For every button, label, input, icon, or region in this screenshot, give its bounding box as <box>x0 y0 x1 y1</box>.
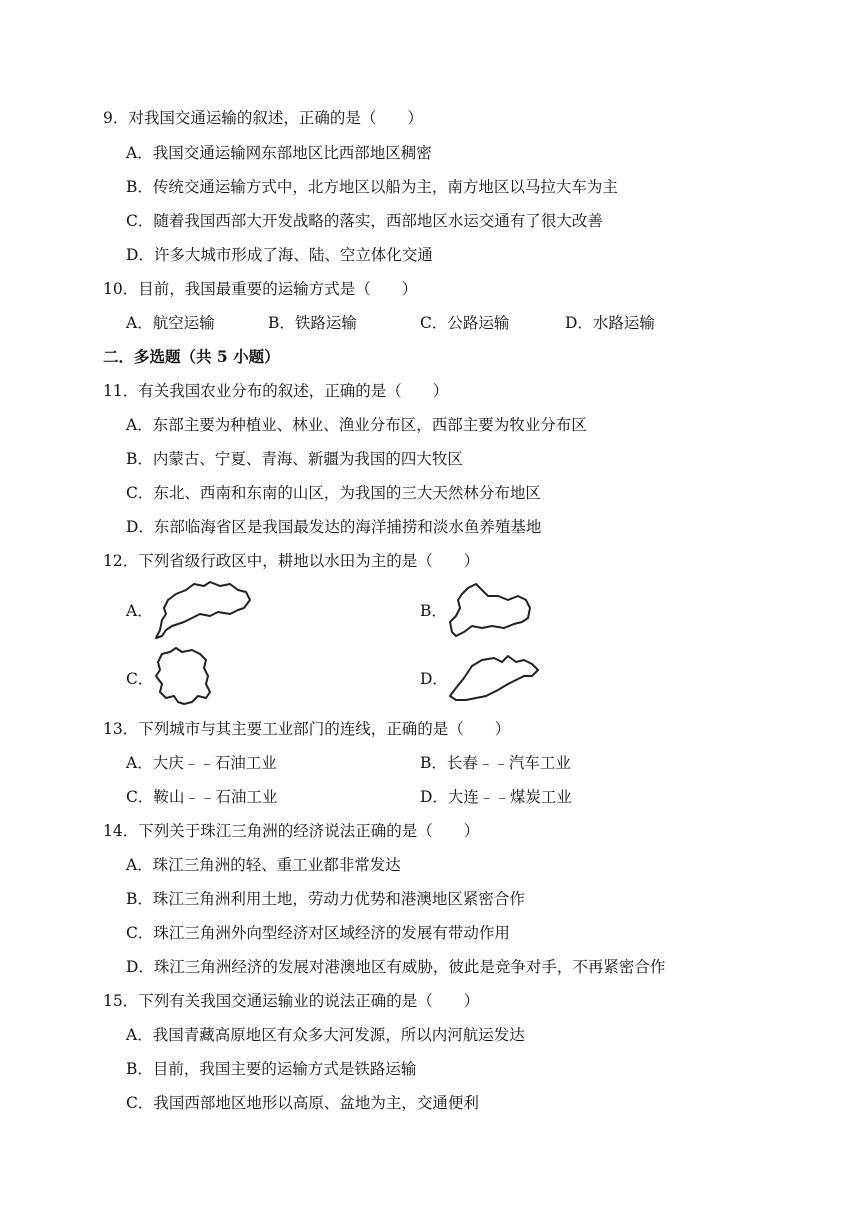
question-9-option-a: A．我国交通运输网东部地区比西部地区稠密 <box>126 144 432 162</box>
question-14-option-b: B．珠江三角洲利用土地，劳动力优势和港澳地区紧密合作 <box>126 890 525 908</box>
question-13-option-b: B．长春﹣﹣汽车工业 <box>420 754 571 772</box>
province-outline-map-c <box>152 646 216 708</box>
question-11-option-c: C．东北、西南和东南的山区，为我国的三大天然林分布地区 <box>126 484 541 502</box>
question-10-stem: 10．目前，我国最重要的运输方式是（ ） <box>103 280 418 298</box>
question-13-option-d: D．大连﹣﹣煤炭工业 <box>420 788 572 806</box>
province-outline-map-d <box>446 652 542 704</box>
question-9-option-d: D．许多大城市形成了海、陆、空立体化交通 <box>126 246 433 264</box>
question-15-option-a: A．我国青藏高原地区有众多大河发源，所以内河航运发达 <box>126 1026 525 1044</box>
question-9-stem: 9．对我国交通运输的叙述，正确的是（ ） <box>103 109 423 127</box>
question-10-option-d: D．水路运输 <box>565 314 655 332</box>
question-14-stem: 14．下列关于珠江三角洲的经济说法正确的是（ ） <box>103 822 480 840</box>
section-title-multiple-choice: 二．多选题（共 5 小题） <box>103 347 280 366</box>
province-outline-map-a <box>152 580 254 642</box>
question-12-stem: 12．下列省级行政区中，耕地以水田为主的是（ ） <box>103 552 480 570</box>
question-11-stem: 11．有关我国农业分布的叙述，正确的是（ ） <box>103 382 449 400</box>
question-11-option-b: B．内蒙古、宁夏、青海、新疆为我国的四大牧区 <box>126 450 463 468</box>
question-13-stem: 13．下列城市与其主要工业部门的连线，正确的是（ ） <box>103 720 511 738</box>
question-14-option-d: D．珠江三角洲经济的发展对港澳地区有威胁，彼此是竞争对手，不再紧密合作 <box>126 958 666 976</box>
province-outline-map-b <box>446 582 538 638</box>
question-10-option-a: A．航空运输 <box>126 314 215 332</box>
question-13-option-c: C．鞍山﹣﹣石油工业 <box>126 788 278 806</box>
question-9-option-c: C．随着我国西部大开发战略的落实，西部地区水运交通有了很大改善 <box>126 212 603 230</box>
question-12-option-a-label: A． <box>126 602 153 620</box>
question-10-option-b: B．铁路运输 <box>268 314 357 332</box>
question-12-option-d-label: D． <box>420 670 448 688</box>
question-14-option-c: C．珠江三角洲外向型经济对区域经济的发展有带动作用 <box>126 924 510 942</box>
question-14-option-a: A．珠江三角洲的轻、重工业都非常发达 <box>126 856 401 874</box>
question-12-option-b-label: B． <box>420 602 447 620</box>
question-9-option-b: B．传统交通运输方式中，北方地区以船为主，南方地区以马拉大车为主 <box>126 178 618 196</box>
question-15-option-c: C．我国西部地区地形以高原、盆地为主，交通便利 <box>126 1094 479 1112</box>
question-11-option-d: D．东部临海省区是我国最发达的海洋捕捞和淡水鱼养殖基地 <box>126 518 542 536</box>
question-15-stem: 15．下列有关我国交通运输业的说法正确的是（ ） <box>103 992 480 1010</box>
question-12-option-c-label: C． <box>126 670 154 688</box>
question-11-option-a: A．东部主要为种植业、林业、渔业分布区，西部主要为牧业分布区 <box>126 416 587 434</box>
question-15-option-b: B．目前，我国主要的运输方式是铁路运输 <box>126 1060 417 1078</box>
question-10-option-c: C．公路运输 <box>420 314 510 332</box>
question-13-option-a: A．大庆﹣﹣石油工业 <box>126 754 277 772</box>
